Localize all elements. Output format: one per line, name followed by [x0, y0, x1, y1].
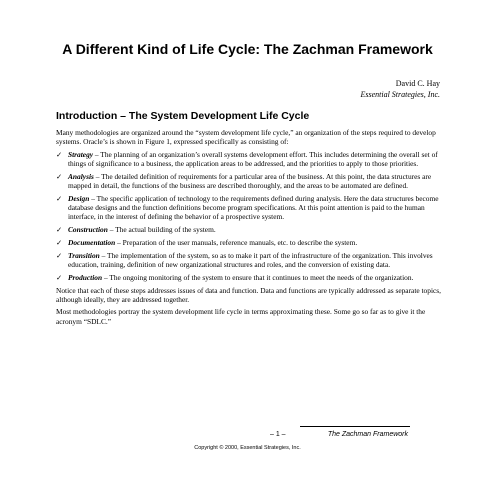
step-description: – The actual building of the system. — [107, 225, 216, 235]
checkmark-icon: ✓ — [56, 225, 63, 235]
checkmark-icon: ✓ — [56, 272, 63, 282]
list-item — [56, 194, 446, 222]
list-item — [56, 172, 446, 190]
step-term: Production — [68, 272, 103, 282]
footer-divider — [300, 426, 410, 427]
checkmark-icon: ✓ — [56, 250, 63, 260]
page-number: – 1 – — [270, 431, 286, 438]
step-description: – The planning of an organization’s overall systems development effort. This includes determining the overall set of things of significance to a business, the application areas to be addressed, and the priorities to apply to those priorities. — [68, 149, 438, 169]
checkmark-icon: ✓ — [56, 171, 63, 181]
step-term: Transition — [68, 250, 100, 260]
step-description: – The ongoing monitoring of the system to ensure that it continues to meet the needs of the organization. — [102, 272, 414, 282]
body-paragraph: Most methodologies portray the system development life cycle in terms approximating these. Some go so far as to give it the acronym “SDLC.” — [56, 307, 426, 326]
author-block — [360, 78, 440, 100]
checkmark-icon: ✓ — [56, 193, 63, 203]
list-item — [56, 150, 446, 168]
list-item — [56, 251, 446, 269]
step-description: – Preparation of the user manuals, reference manuals, etc. to describe the system. — [115, 237, 358, 247]
checkmark-icon: ✓ — [56, 237, 63, 247]
document-title: A Different Kind of Life Cycle: The Zachman Framework — [62, 41, 433, 57]
step-description: – The implementation of the system, so as to make it part of the infrastructure of the organization. This involves education, training, definition of new organizational structures and roles, and the conversion of existing data. — [68, 250, 433, 269]
step-term: Strategy — [68, 149, 94, 159]
step-term: Documentation — [68, 237, 116, 247]
section-heading: Introduction – The System Development Life Cycle — [56, 110, 310, 122]
list-item — [56, 225, 446, 234]
intro-paragraph: Many methodologies are organized around the “system development life cycle,” an organization of the steps required to develop systems. Oracle’s is shown in Figure 1, expressed specifically as consisting of: — [56, 128, 436, 147]
body-paragraph: Notice that each of these steps addresses issues of data and function. Data and functions are typically addressed as separate topics, although ideally, they are addressed together. — [56, 285, 442, 304]
step-description: – The specific application of technology to the requirements defined during analysis. Here the data structures become database designs and the function definitions become program specifications. At this point attention is paid to the human interface, in the interest of defining the behavior of a prospective system. — [68, 193, 439, 222]
step-term: Analysis — [68, 171, 94, 181]
checkmark-icon: ✓ — [56, 149, 63, 159]
section-body — [56, 128, 446, 329]
step-description: – The detailed definition of requirements for a particular area of the business. At this point, the data structures are mapped in detail, the functions of the business are described thoroughly, and the areas to be automated are defined. — [68, 171, 432, 191]
list-item — [56, 273, 446, 282]
lifecycle-steps-list — [56, 150, 446, 282]
author-name: David C. Hay — [395, 79, 440, 88]
list-item — [56, 238, 446, 247]
step-term: Construction — [68, 225, 108, 235]
copyright-notice: Copyright © 2000, Essential Strategies, Inc. — [194, 445, 301, 451]
step-term: Design — [68, 193, 90, 203]
running-title: The Zachman Framework — [327, 431, 408, 438]
author-organization: Essential Strategies, Inc. — [360, 90, 440, 99]
